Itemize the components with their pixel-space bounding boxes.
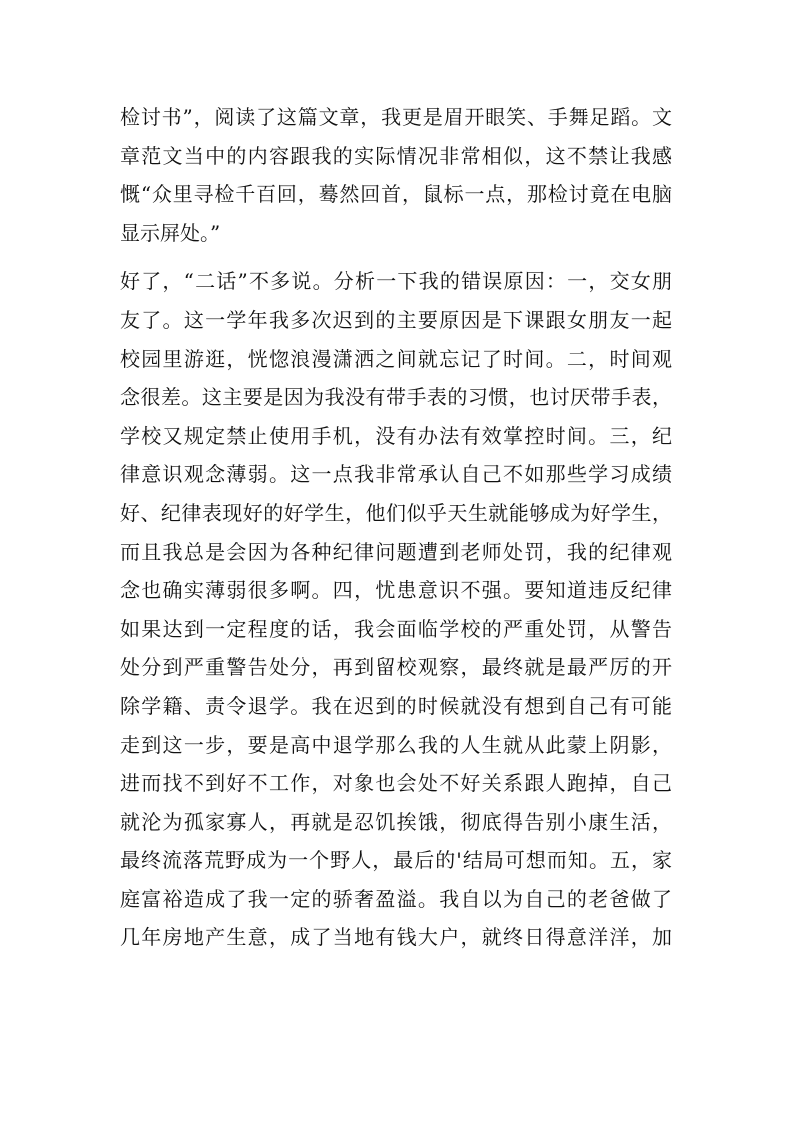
text-line: 进而找不到好不工作，对象也会处不好关系跟人跑掉，自己 [120, 771, 672, 796]
text-line: 如果达到一定程度的话，我会面临学校的严重处罚，从警告 [120, 616, 672, 641]
text-line: 友了。这一学年我多次迟到的主要原因是下课跟女朋友一起 [120, 307, 672, 332]
text-line: 最终流落荒野成为一个野人，最后的'结局可想而知。五，家 [120, 848, 672, 873]
text-line: 处分到严重警告处分，再到留校观察，最终就是最严厉的开 [120, 655, 672, 680]
text-line: 检讨书”，阅读了这篇文章，我更是眉开眼笑、手舞足蹈。文 [120, 105, 672, 129]
text-line: 好了，“二话”不多说。分析一下我的错误原因：一，交女朋 [120, 269, 672, 294]
text-line: 校园里游逛，恍惚浪漫潇洒之间就忘记了时间。二，时间观 [120, 346, 672, 371]
text-line: 而且我总是会因为各种纪律问题遭到老师处罚，我的纪律观 [120, 539, 672, 564]
text-line: 慨“众里寻检千百回，蓦然回首，鼠标一点，那检讨竟在电脑 [120, 182, 672, 207]
text-line: 念也确实薄弱很多啊。四，忧患意识不强。要知道违反纪律 [120, 578, 672, 603]
text-line: 庭富裕造成了我一定的骄奢盈溢。我自以为自己的老爸做了 [120, 886, 672, 911]
text-line: 律意识观念薄弱。这一点我非常承认自己不如那些学习成绩 [120, 462, 672, 487]
text-line: 显示屏处。” [120, 220, 221, 245]
text-line: 念很差。这主要是因为我没有带手表的习惯，也讨厌带手表， [120, 385, 672, 410]
document-body [120, 98, 672, 957]
paragraph-2 [120, 262, 672, 957]
text-line: 几年房地产生意，成了当地有钱大户，就终日得意洋洋，加 [120, 925, 672, 950]
text-line: 学校又规定禁止使用手机，没有办法有效掌控时间。三，纪 [120, 423, 672, 448]
text-line: 走到这一步，要是高中退学那么我的人生就从此蒙上阴影， [120, 732, 672, 757]
text-line: 好、纪律表现好的好学生，他们似乎天生就能够成为好学生， [120, 500, 672, 525]
text-line: 就沦为孤家寡人，再就是忍饥挨饿，彻底得告别小康生活， [120, 809, 672, 834]
text-line: 章范文当中的内容跟我的实际情况非常相似，这不禁让我感 [120, 143, 672, 168]
paragraph-1 [120, 98, 672, 252]
text-line: 除学籍、责令退学。我在迟到的时候就没有想到自己有可能 [120, 693, 672, 718]
